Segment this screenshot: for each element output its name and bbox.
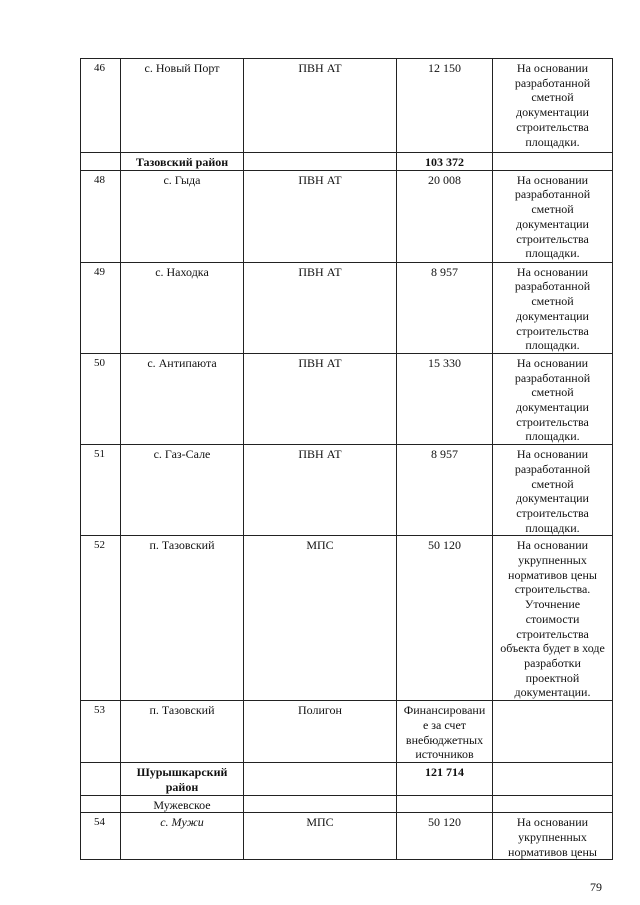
settlement-name: с. Гыда bbox=[121, 170, 244, 262]
subdistrict-row bbox=[81, 795, 613, 813]
object-type: ПВН АТ bbox=[244, 445, 397, 536]
table-row bbox=[81, 813, 613, 860]
amount: Финансировани е за счет внебюджетных источников bbox=[397, 701, 493, 763]
settlement-name: с. Антипаюта bbox=[121, 353, 244, 444]
amount: 50 120 bbox=[397, 536, 493, 701]
table-row bbox=[81, 59, 613, 153]
table-row bbox=[81, 353, 613, 444]
district-name: Шурышкарский район bbox=[121, 763, 244, 795]
district-row bbox=[81, 763, 613, 795]
settlement-name bbox=[121, 813, 244, 860]
row-number: 54 bbox=[81, 813, 121, 860]
table-row bbox=[81, 170, 613, 262]
amount: 12 150 bbox=[397, 59, 493, 153]
basis-note: На основании разработанной сметной документации строительства площадки. bbox=[493, 170, 613, 262]
basis-note bbox=[493, 701, 613, 763]
row-number: 46 bbox=[81, 59, 121, 153]
object-type: МПС bbox=[244, 536, 397, 701]
district-row bbox=[81, 153, 613, 171]
row-number: 49 bbox=[81, 262, 121, 353]
amount: 20 008 bbox=[397, 170, 493, 262]
row-number: 53 bbox=[81, 701, 121, 763]
object-type: МПС bbox=[244, 813, 397, 860]
settlement-name: с. Новый Порт bbox=[121, 59, 244, 153]
object-type: ПВН АТ bbox=[244, 353, 397, 444]
page-number: 79 bbox=[590, 880, 602, 894]
row-number: 52 bbox=[81, 536, 121, 701]
settlement-name-italic: с. Мужи bbox=[160, 815, 204, 830]
basis-note: На основании разработанной сметной документации строительства площадки. bbox=[493, 59, 613, 153]
amount: 8 957 bbox=[397, 262, 493, 353]
amount: 15 330 bbox=[397, 353, 493, 444]
object-type: ПВН АТ bbox=[244, 170, 397, 262]
basis-note: На основании укрупненных нормативов цены строительства. Уточнение стоимости строительства объекта будет в ходе разработки проектной документации. bbox=[493, 536, 613, 701]
settlement-name: п. Тазовский bbox=[121, 536, 244, 701]
subdistrict-name: Мужевское bbox=[121, 795, 244, 813]
basis-note: На основании разработанной сметной документации строительства площадки. bbox=[493, 353, 613, 444]
amount: 50 120 bbox=[397, 813, 493, 860]
table-row bbox=[81, 445, 613, 536]
district-name: Тазовский район bbox=[121, 153, 244, 171]
table-row bbox=[81, 701, 613, 763]
table-row bbox=[81, 262, 613, 353]
object-type: Полигон bbox=[244, 701, 397, 763]
basis-note: На основании укрупненных нормативов цены bbox=[493, 813, 613, 860]
row-number: 48 bbox=[81, 170, 121, 262]
basis-note: На основании разработанной сметной документации строительства площадки. bbox=[493, 262, 613, 353]
table-row bbox=[81, 536, 613, 701]
settlement-name: с. Находка bbox=[121, 262, 244, 353]
district-total: 121 714 bbox=[397, 763, 493, 795]
settlement-name: с. Газ-Сале bbox=[121, 445, 244, 536]
row-number: 51 bbox=[81, 445, 121, 536]
amount: 8 957 bbox=[397, 445, 493, 536]
basis-note: На основании разработанной сметной документации строительства площадки. bbox=[493, 445, 613, 536]
district-total: 103 372 bbox=[397, 153, 493, 171]
object-type: ПВН АТ bbox=[244, 59, 397, 153]
financing-table bbox=[80, 58, 613, 860]
row-number: 50 bbox=[81, 353, 121, 444]
settlement-name: п. Тазовский bbox=[121, 701, 244, 763]
object-type: ПВН АТ bbox=[244, 262, 397, 353]
